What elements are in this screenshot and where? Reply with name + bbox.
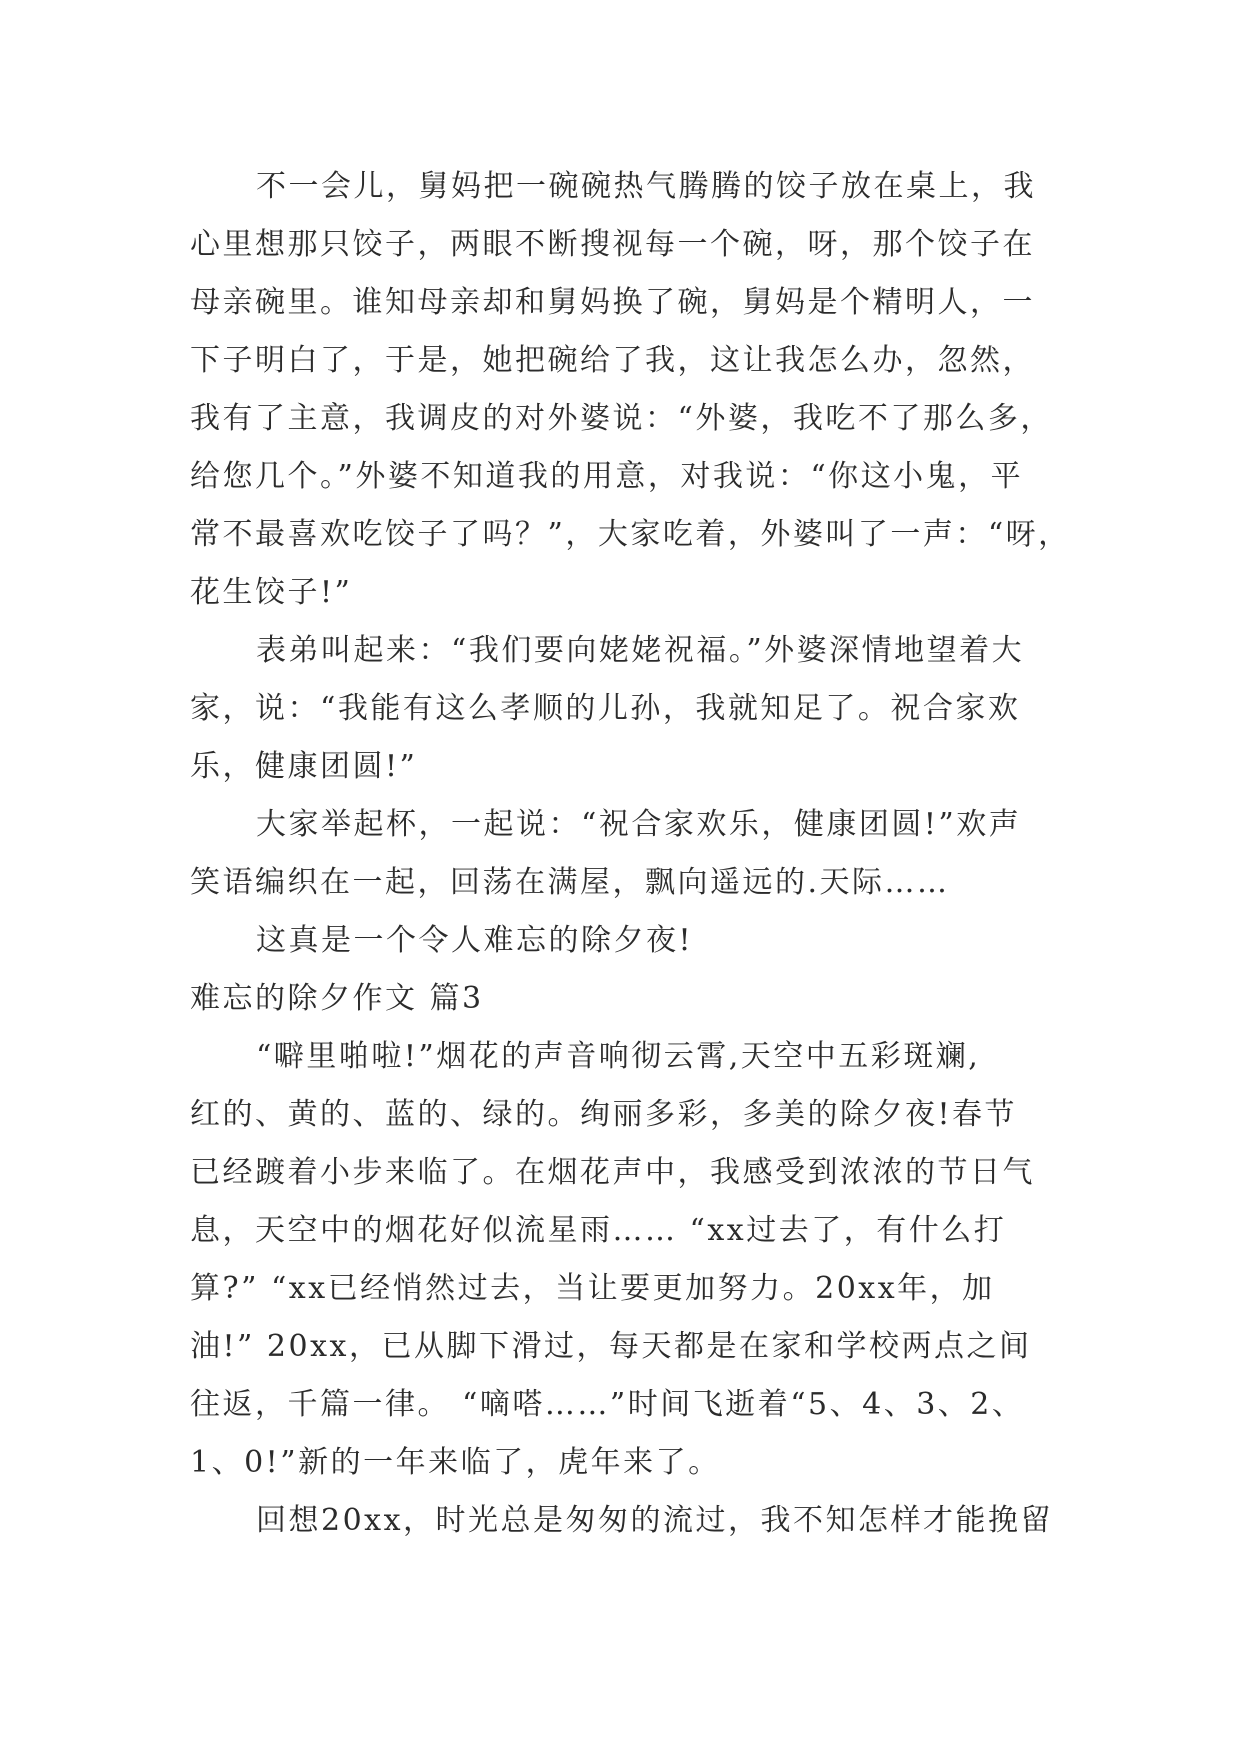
paragraph-6-line-1: 回想20xx，时光总是匆匆的流过，我不知怎样才能挽留 xyxy=(256,1503,1054,1538)
paragraph-5-line-1: “噼里啪啦!”烟花的声音响彻云霄,天空中五彩斑斓, xyxy=(256,1039,981,1074)
paragraph-5-line-3: 已经踱着小步来临了。在烟花声中，我感受到浓浓的节日气 xyxy=(190,1155,1035,1190)
paragraph-5-line-4: 息，天空中的烟花好似流星雨…… “xx过去了，有什么打 xyxy=(190,1213,1007,1248)
paragraph-4-line-1: 这真是一个令人难忘的除夕夜! xyxy=(256,923,694,958)
paragraph-2-line-1: 表弟叫起来：“我们要向姥姥祝福。”外婆深情地望着大 xyxy=(256,633,1025,668)
paragraph-5-line-7: 往返，千篇一律。 “嘀嗒……”时间飞逝着“5、4、3、2、 xyxy=(190,1387,1025,1422)
paragraph-1-line-5: 我有了主意，我调皮的对外婆说：“外婆，我吃不了那么多， xyxy=(190,401,1053,436)
paragraph-5-line-6: 油!” 20xx，已从脚下滑过，每天都是在家和学校两点之间 xyxy=(190,1329,1032,1364)
paragraph-1-line-6: 给您几个。”外婆不知道我的用意，对我说：“你这小鬼，平 xyxy=(190,459,1024,494)
paragraph-1-line-1: 不一会儿，舅妈把一碗碗热气腾腾的饺子放在桌上，我 xyxy=(256,169,1036,204)
paragraph-5-line-8: 1、0!”新的一年来临了，虎年来了。 xyxy=(190,1445,721,1480)
paragraph-1-line-2: 心里想那只饺子，两眼不断搜视每一个碗，呀，那个饺子在 xyxy=(190,227,1035,262)
paragraph-2-line-2: 家，说：“我能有这么孝顺的儿孙，我就知足了。祝合家欢 xyxy=(190,691,1021,726)
paragraph-5-line-2: 红的、黄的、蓝的、绿的。绚丽多彩，多美的除夕夜!春节 xyxy=(190,1097,1018,1132)
document-body xyxy=(190,158,1070,1550)
paragraph-1-line-8: 花生饺子!” xyxy=(190,575,353,610)
paragraph-3-line-2: 笑语编织在一起，回荡在满屋，飘向遥远的.天际…… xyxy=(190,865,950,900)
paragraph-1-line-4: 下子明白了，于是，她把碗给了我，这让我怎么办，忽然， xyxy=(190,343,1035,378)
paragraph-5-line-5: 算?” “xx已经悄然过去，当让要更加努力。20xx年，加 xyxy=(190,1271,995,1306)
paragraph-1-line-3: 母亲碗里。谁知母亲却和舅妈换了碗，舅妈是个精明人，一 xyxy=(190,285,1035,320)
paragraph-2-line-3: 乐，健康团圆!” xyxy=(190,749,418,784)
paragraph-3-line-1: 大家举起杯，一起说：“祝合家欢乐，健康团圆!”欢声 xyxy=(256,807,1022,842)
paragraph-1-line-7: 常不最喜欢吃饺子了吗？”，大家吃着，外婆叫了一声：“呀， xyxy=(190,517,1071,552)
section-heading: 难忘的除夕作文 篇3 xyxy=(190,981,484,1016)
